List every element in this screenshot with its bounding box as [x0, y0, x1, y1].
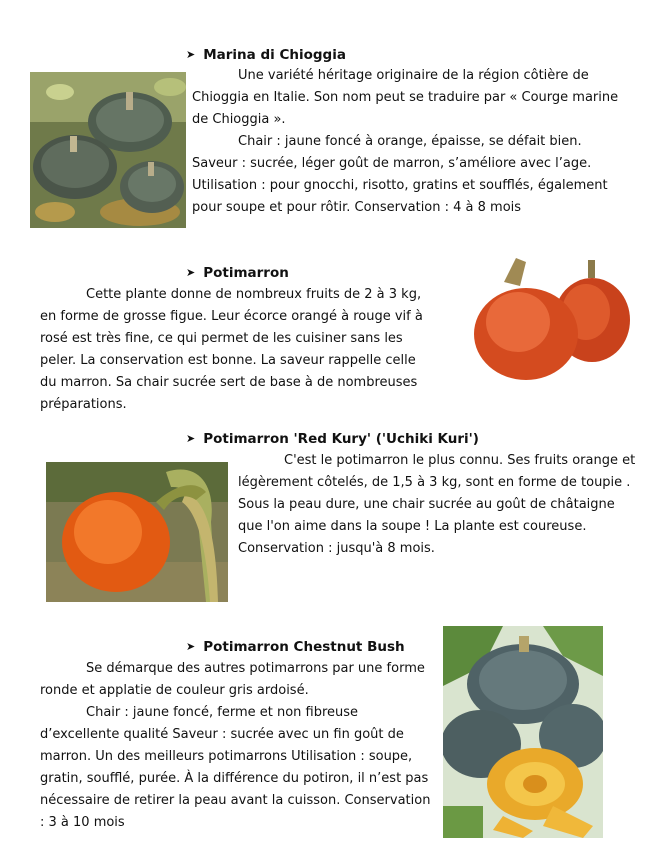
section-1-title: Marina di Chioggia	[203, 47, 346, 63]
section-2-paragraph-1: Cette plante donne de nombreux fruits de 2 à 3 kg, en forme de grosse figue. Leur écorce orangé à rouge vif à rosé est très fine, ce qui permet de les cuisiner sans les peler. La conservation est bonne. La saveur rappelle celle du marron. Sa chair sucrée sert de base à de nombreuses préparations.	[40, 287, 423, 412]
chestnut-bush-image	[443, 626, 603, 838]
red-kury-image	[46, 462, 228, 602]
section-3-title: Potimarron 'Red Kury' ('Uchiki Kuri')	[203, 431, 479, 447]
gray-chestnut-squash-icon	[443, 626, 603, 838]
arrow-bullet-icon: ➤	[186, 48, 196, 61]
orange-potimarron-icon	[464, 252, 634, 384]
arrow-bullet-icon: ➤	[186, 266, 196, 279]
section-1-paragraph-1: Une variété héritage originaire de la région côtière de Chioggia en Italie. Son nom peut se traduire par « Courge marine de Chioggia ».	[192, 68, 619, 127]
section-4-paragraph-2: Chair : jaune foncé, ferme et non fibreuse d’excellente qualité Saveur : sucrée avec un fin goût de marron. Un des meilleurs potimarrons Utilisation : soupe, gratin, soufflé, purée. À la différence du potiron, il n’est pas nécessaire de retirer la peau avant la cuisson. Conservation : 3 à 10 mois	[40, 705, 431, 830]
section-1-heading	[186, 44, 346, 66]
section-4-heading	[186, 636, 405, 658]
potimarron-image	[464, 252, 634, 384]
section-4-text	[40, 658, 432, 834]
arrow-bullet-icon: ➤	[186, 640, 196, 653]
gray-green-warty-squash-icon	[30, 72, 186, 228]
section-2-heading	[186, 262, 289, 284]
section-1-paragraph-2: Chair : jaune foncé à orange, épaisse, se défait bien. Saveur : sucrée, léger goût de marron, s’améliore avec l’age. Utilisation : pour gnocchi, risotto, gratins et soufflés, également pour soupe et pour rôtir. Conservation : 4 à 8 mois	[192, 134, 608, 215]
section-3-text	[238, 450, 638, 560]
section-3-heading	[186, 428, 479, 450]
marina-di-chioggia-image	[30, 72, 186, 228]
section-2-title: Potimarron	[203, 265, 289, 281]
section-2-text	[40, 284, 432, 416]
section-4-paragraph-1: Se démarque des autres potimarrons par une forme ronde et applatie de couleur gris ardoisé.	[40, 661, 425, 698]
section-3-paragraph-1: C'est le potimarron le plus connu. Ses fruits orange et légèrement côtelés, de 1,5 à 3 kg, sont en forme de toupie . Sous la peau dure, une chair sucrée au goût de châtaigne que l'on aime dans la soupe ! La plante est coureuse. Conservation : jusqu'à 8 mois.	[238, 453, 636, 556]
red-kury-squash-icon	[46, 462, 228, 602]
arrow-bullet-icon: ➤	[186, 432, 196, 445]
section-1-text	[192, 65, 628, 219]
section-4-title: Potimarron Chestnut Bush	[203, 639, 405, 655]
